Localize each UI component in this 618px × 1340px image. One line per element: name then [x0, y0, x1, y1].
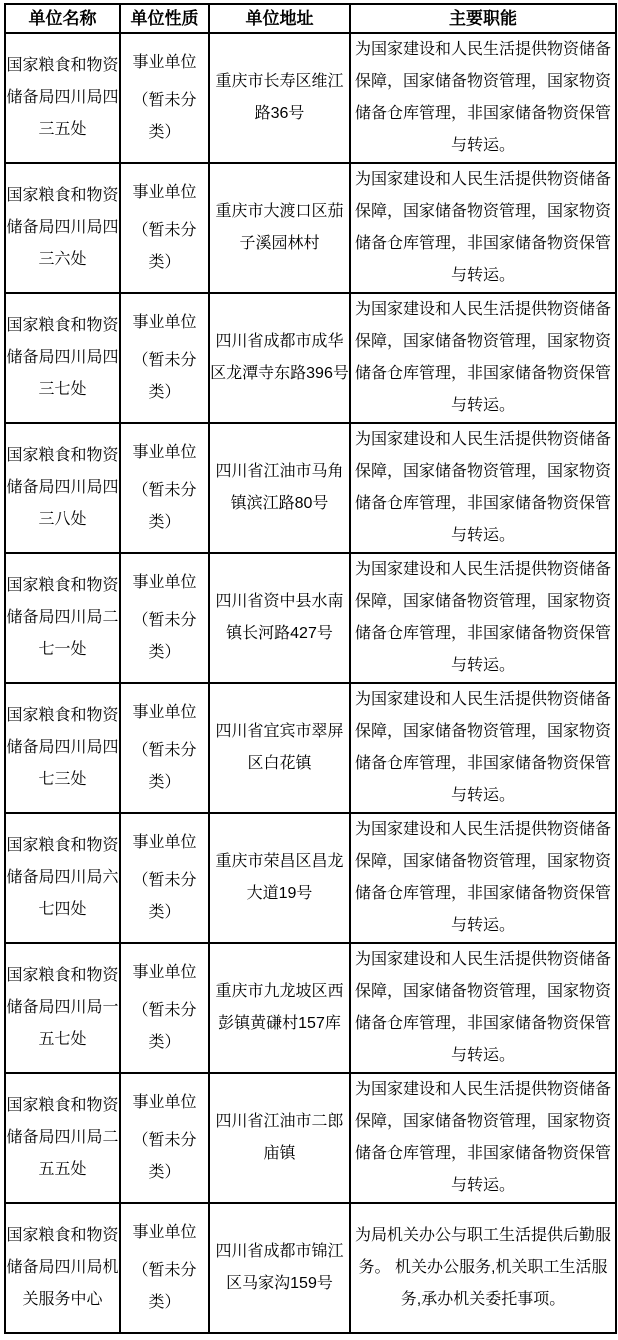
unit-address-text: 四川省江油市二郎庙镇: [215, 1113, 344, 1162]
unit-functions-cell: [350, 423, 616, 553]
unit-name-cell: [5, 423, 120, 553]
unit-nature-cell: [120, 553, 209, 683]
table-body: [5, 33, 616, 1333]
table-header: [5, 4, 616, 33]
unit-address-cell: [209, 683, 350, 813]
unit-functions-cell: [350, 943, 616, 1073]
unit-address-text: 四川省资中县水南镇长河路427号: [215, 593, 344, 642]
unit-nature-cell: [120, 163, 209, 293]
unit-address-cell: [209, 423, 350, 553]
unit-name-cell: [5, 683, 120, 813]
unit-functions-cell: [350, 1073, 616, 1203]
unit-functions-text: 为局机关办公与职工生活提供后勤服务。 机关办公服务,机关职工生活服务,承办机关委托事项。: [354, 1227, 611, 1308]
unit-nature-note-text: （暂未分类）: [132, 612, 197, 661]
unit-name-cell: [5, 163, 120, 293]
table-row: [5, 293, 616, 423]
unit-name-text: 国家粮食和物资储备局四川局二七一处: [6, 577, 119, 658]
unit-nature-cell: [120, 293, 209, 423]
unit-name-cell: [5, 293, 120, 423]
unit-name-text: 国家粮食和物资储备局四川局四三七处: [6, 317, 119, 398]
unit-name-text: 国家粮食和物资储备局四川局六七四处: [6, 837, 119, 918]
unit-nature-cell: [120, 813, 209, 943]
unit-name-text: 国家粮食和物资储备局四川局二五五处: [6, 1097, 119, 1178]
unit-name-cell: [5, 1073, 120, 1203]
unit-functions-cell: [350, 683, 616, 813]
unit-nature-text: 事业单位: [132, 1094, 197, 1111]
unit-address-cell: [209, 293, 350, 423]
unit-nature-text: 事业单位: [132, 574, 197, 591]
unit-name-text: 国家粮食和物资储备局四川局机关服务中心: [6, 1227, 119, 1308]
unit-nature-text: 事业单位: [132, 704, 197, 721]
unit-nature-cell: [120, 33, 209, 163]
unit-functions-cell: [350, 293, 616, 423]
unit-address-cell: [209, 33, 350, 163]
table-row: [5, 553, 616, 683]
units-table: [4, 3, 617, 1334]
unit-address-cell: [209, 163, 350, 293]
unit-address-text: 四川省成都市成华区龙潭寺东路396号: [210, 333, 349, 382]
unit-nature-note-text: （暂未分类）: [132, 872, 197, 921]
unit-functions-text: 为国家建设和人民生活提供物资储备保障，国家储备物资管理，国家物资储备仓库管理，非国家储备物资保管与转运。: [354, 301, 611, 414]
unit-functions-text: 为国家建设和人民生活提供物资储备保障，国家储备物资管理，国家物资储备仓库管理，非国家储备物资保管与转运。: [354, 821, 611, 934]
table-row: [5, 683, 616, 813]
unit-address-cell: [209, 1073, 350, 1203]
unit-functions-text: 为国家建设和人民生活提供物资储备保障，国家储备物资管理，国家物资储备仓库管理，非国家储备物资保管与转运。: [354, 1081, 611, 1194]
unit-functions-cell: [350, 813, 616, 943]
unit-name-cell: [5, 1203, 120, 1333]
unit-address-text: 四川省宜宾市翠屏区白花镇: [215, 723, 344, 772]
table-row: [5, 33, 616, 163]
unit-functions-cell: [350, 163, 616, 293]
unit-nature-cell: [120, 1073, 209, 1203]
unit-functions-cell: [350, 553, 616, 683]
unit-address-cell: [209, 553, 350, 683]
unit-nature-note-text: （暂未分类）: [132, 742, 197, 791]
unit-name-cell: [5, 553, 120, 683]
unit-nature-cell: [120, 1203, 209, 1333]
table-row: [5, 1203, 616, 1333]
unit-address-cell: [209, 813, 350, 943]
unit-address-text: 四川省成都市锦江区马家沟159号: [215, 1243, 344, 1292]
unit-nature-note-text: （暂未分类）: [132, 1262, 197, 1311]
unit-name-text: 国家粮食和物资储备局四川局四三八处: [6, 447, 119, 528]
header-row: [5, 4, 616, 33]
unit-nature-cell: [120, 683, 209, 813]
unit-name-text: 国家粮食和物资储备局四川局一五七处: [6, 967, 119, 1048]
unit-functions-cell: [350, 33, 616, 163]
table-row: [5, 943, 616, 1073]
unit-name-cell: [5, 943, 120, 1073]
unit-nature-text: 事业单位: [132, 314, 197, 331]
table-row: [5, 1073, 616, 1203]
unit-address-text: 重庆市荣昌区昌龙大道19号: [215, 853, 344, 902]
unit-name-cell: [5, 33, 120, 163]
table-row: [5, 163, 616, 293]
col-header-main-functions: 主要职能: [350, 4, 616, 33]
unit-name-text: 国家粮食和物资储备局四川局四三六处: [6, 187, 119, 268]
unit-nature-note-text: （暂未分类）: [132, 92, 197, 141]
col-header-unit-name: 单位名称: [5, 4, 120, 33]
unit-nature-text: 事业单位: [132, 444, 197, 461]
unit-nature-text: 事业单位: [132, 184, 197, 201]
unit-nature-text: 事业单位: [132, 1224, 197, 1241]
unit-nature-text: 事业单位: [132, 834, 197, 851]
unit-functions-text: 为国家建设和人民生活提供物资储备保障，国家储备物资管理，国家物资储备仓库管理，非国家储备物资保管与转运。: [354, 561, 611, 674]
unit-nature-note-text: （暂未分类）: [132, 222, 197, 271]
unit-nature-note-text: （暂未分类）: [132, 352, 197, 401]
unit-address-text: 重庆市长寿区维江路36号: [215, 73, 344, 122]
unit-functions-text: 为国家建设和人民生活提供物资储备保障，国家储备物资管理，国家物资储备仓库管理，非国家储备物资保管与转运。: [354, 171, 611, 284]
unit-nature-text: 事业单位: [132, 964, 197, 981]
unit-address-text: 重庆市大渡口区茄子溪园林村: [215, 203, 344, 252]
unit-name-text: 国家粮食和物资储备局四川局四七三处: [6, 707, 119, 788]
unit-nature-note-text: （暂未分类）: [132, 482, 197, 531]
unit-nature-text: 事业单位: [132, 54, 197, 71]
unit-nature-note-text: （暂未分类）: [132, 1132, 197, 1181]
unit-functions-cell: [350, 1203, 616, 1333]
unit-address-cell: [209, 943, 350, 1073]
table-row: [5, 423, 616, 553]
unit-address-text: 重庆市九龙坡区西彭镇黄磏村157库: [215, 983, 344, 1032]
unit-functions-text: 为国家建设和人民生活提供物资储备保障，国家储备物资管理，国家物资储备仓库管理，非国家储备物资保管与转运。: [354, 41, 611, 154]
unit-functions-text: 为国家建设和人民生活提供物资储备保障，国家储备物资管理，国家物资储备仓库管理，非国家储备物资保管与转运。: [354, 951, 611, 1064]
col-header-unit-address: 单位地址: [209, 4, 350, 33]
unit-nature-note-text: （暂未分类）: [132, 1002, 197, 1051]
col-header-unit-nature: 单位性质: [120, 4, 209, 33]
unit-functions-text: 为国家建设和人民生活提供物资储备保障，国家储备物资管理，国家物资储备仓库管理，非国家储备物资保管与转运。: [354, 431, 611, 544]
unit-nature-cell: [120, 423, 209, 553]
unit-nature-cell: [120, 943, 209, 1073]
unit-name-text: 国家粮食和物资储备局四川局四三五处: [6, 57, 119, 138]
unit-address-cell: [209, 1203, 350, 1333]
unit-functions-text: 为国家建设和人民生活提供物资储备保障，国家储备物资管理，国家物资储备仓库管理，非国家储备物资保管与转运。: [354, 691, 611, 804]
unit-address-text: 四川省江油市马角镇滨江路80号: [215, 463, 344, 512]
table-row: [5, 813, 616, 943]
unit-name-cell: [5, 813, 120, 943]
